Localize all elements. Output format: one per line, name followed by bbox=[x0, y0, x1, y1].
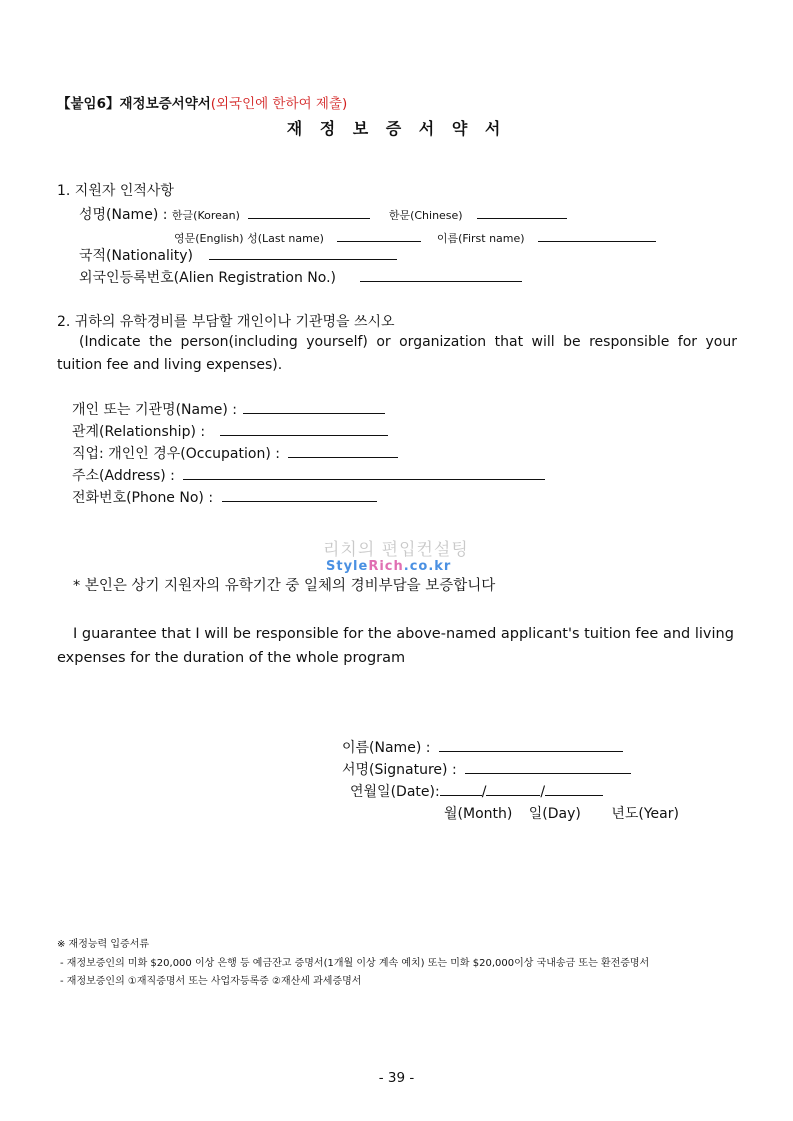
name-label: 성명(Name) : bbox=[79, 207, 168, 223]
relationship-row bbox=[72, 421, 388, 441]
alien-registration-field[interactable] bbox=[360, 267, 522, 282]
year-label: 년도(Year) bbox=[611, 806, 679, 822]
address-label: 주소(Address) : bbox=[72, 468, 175, 484]
page-title: 재 정 보 증 서 약 서 bbox=[286, 119, 507, 138]
relationship-field[interactable] bbox=[220, 421, 388, 436]
notes-item-2: - 재정보증인의 ①재직증명서 또는 사업자등록증 ②재산세 과세증명서 bbox=[60, 976, 362, 987]
attachment-bracket: 【붙임6】 bbox=[57, 96, 120, 112]
section1-heading: 1. 지원자 인적사항 bbox=[57, 183, 174, 199]
guarantor-name-label: 이름(Name) : bbox=[342, 740, 431, 756]
sponsor-name-label: 개인 또는 기관명(Name) : bbox=[72, 402, 237, 418]
section2-heading: 2. 귀하의 유학경비를 부담할 개인이나 기관명을 쓰시오 bbox=[57, 314, 395, 330]
signature-label: 서명(Signature) : bbox=[342, 762, 457, 778]
last-name-label: 성(Last name) bbox=[247, 232, 324, 245]
notes-heading: ※ 재정능력 입증서류 bbox=[57, 939, 150, 950]
attachment-note: (외국인에 한하여 제출) bbox=[210, 96, 348, 112]
first-name-field[interactable] bbox=[538, 227, 656, 242]
korean-label: 한글(Korean) bbox=[171, 209, 240, 222]
date-row: 연월일(Date): / / bbox=[350, 781, 603, 801]
last-name-field[interactable] bbox=[337, 227, 421, 242]
first-name-label: 이름(First name) bbox=[436, 232, 525, 245]
occupation-label: 직업: 개인인 경우(Occupation) : bbox=[72, 446, 280, 462]
guarantee-english: I guarantee that I will be responsible for the above-named applicant's tuition fee and living expenses for the duration of the whole program bbox=[57, 626, 734, 666]
occupation-field[interactable] bbox=[288, 443, 398, 458]
phone-label: 전화번호(Phone No) : bbox=[72, 490, 214, 506]
relationship-label: 관계(Relationship) : bbox=[72, 424, 206, 440]
watermark-url: StyleRich.co.kr bbox=[326, 559, 452, 574]
guarantor-name-field[interactable] bbox=[439, 737, 623, 752]
chinese-label: 한문(Chinese) bbox=[388, 209, 463, 222]
attachment-title: 재정보증서약서 bbox=[119, 96, 211, 112]
nationality-row bbox=[79, 245, 397, 265]
guarantor-name-row bbox=[342, 737, 623, 757]
name-row bbox=[79, 204, 567, 224]
nationality-label: 국적(Nationality) bbox=[79, 248, 193, 264]
date-year-field[interactable] bbox=[545, 781, 603, 796]
chinese-name-field[interactable] bbox=[477, 204, 567, 219]
guarantee-korean: * 본인은 상기 지원자의 유학기간 중 일체의 경비부담을 보증합니다 bbox=[73, 578, 496, 594]
date-month-field[interactable] bbox=[440, 781, 482, 796]
english-label: 영문(English) bbox=[174, 232, 244, 245]
phone-row bbox=[72, 487, 377, 507]
signature-row bbox=[342, 759, 631, 779]
month-label: 월(Month) bbox=[444, 806, 513, 822]
notes-item-1: - 재정보증인의 미화 $20,000 이상 은행 등 예금잔고 증명서(1개월 이상 계속 예치) 또는 미화 $20,000이상 국내송금 또는 환전증명서 bbox=[60, 958, 650, 969]
address-row bbox=[72, 465, 545, 485]
date-day-field[interactable] bbox=[486, 781, 540, 796]
phone-field[interactable] bbox=[222, 487, 377, 502]
day-label: 일(Day) bbox=[528, 806, 581, 822]
attachment-header bbox=[57, 92, 347, 112]
occupation-row bbox=[72, 443, 398, 463]
section2-instruction: (Indicate the person(including yourself) or organization that will be responsible for your tuition fee and living expenses). bbox=[57, 334, 737, 373]
english-name-row bbox=[174, 227, 656, 246]
date-label: 연월일(Date): bbox=[350, 784, 440, 800]
sponsor-name-field[interactable] bbox=[243, 399, 385, 414]
watermark-logo: 리치의 편입컨설팅 bbox=[323, 540, 469, 560]
signature-field[interactable] bbox=[465, 759, 631, 774]
sponsor-name-row bbox=[72, 399, 385, 419]
address-field[interactable] bbox=[183, 465, 545, 480]
alien-registration-row bbox=[79, 267, 522, 287]
korean-name-field[interactable] bbox=[248, 204, 370, 219]
page-number: - 39 - bbox=[378, 1070, 415, 1086]
nationality-field[interactable] bbox=[209, 245, 397, 260]
date-legend-row bbox=[444, 803, 679, 823]
alien-registration-label: 외국인등록번호(Alien Registration No.) bbox=[79, 270, 337, 286]
